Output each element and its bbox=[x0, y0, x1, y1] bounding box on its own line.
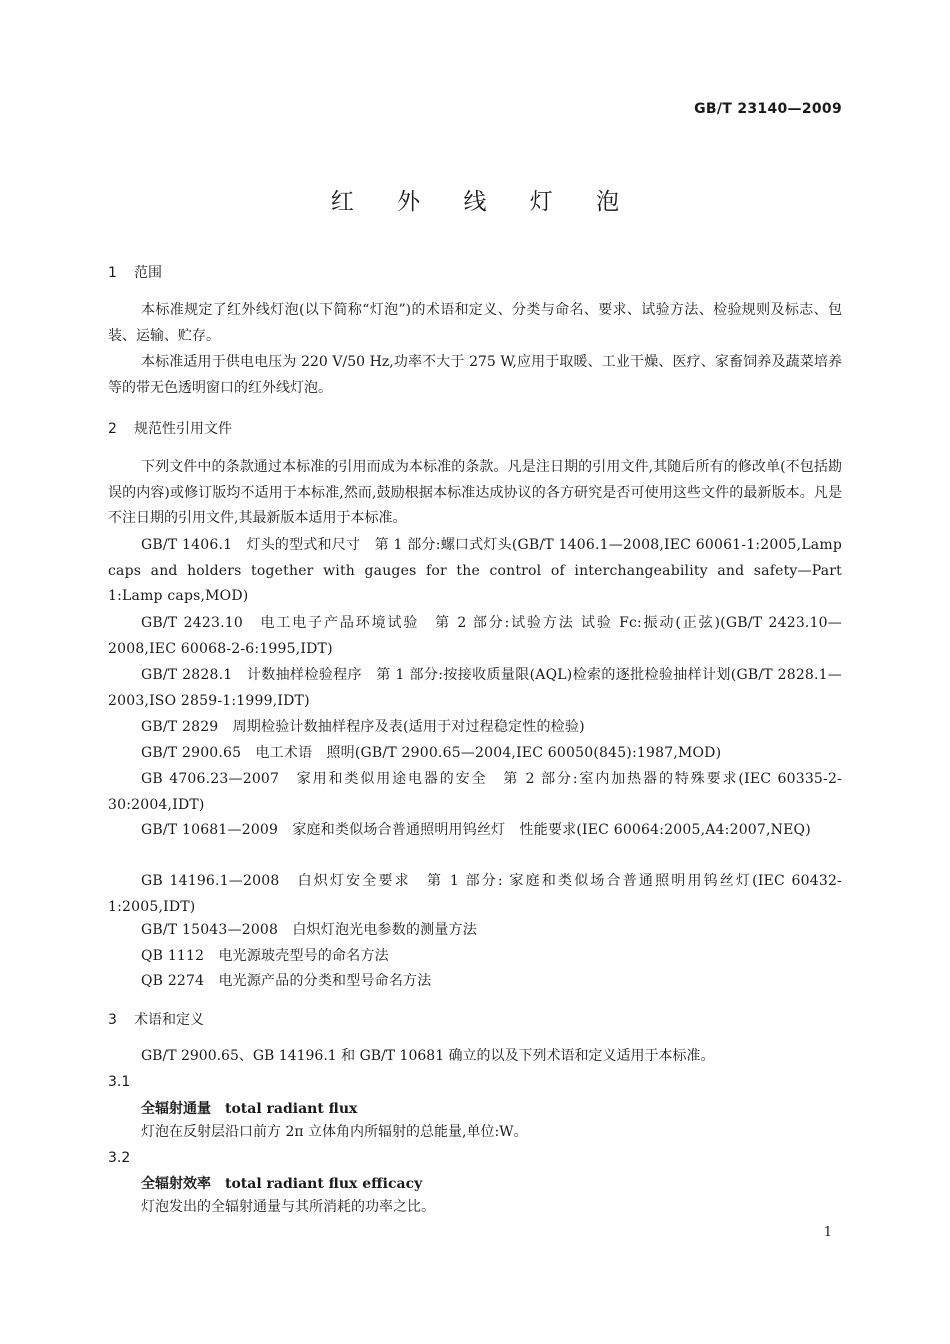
reference-item: GB/T 2900.65 电工术语 照明(GB/T 2900.65—2004,IEC 60050(845):1987,MOD) bbox=[141, 745, 722, 761]
section-number: 3 bbox=[108, 1012, 117, 1028]
page-number: 1 bbox=[823, 1225, 832, 1240]
section-heading-3 bbox=[108, 1010, 204, 1030]
reference-item: GB/T 15043—2008 白炽灯泡光电参数的测量方法 bbox=[141, 922, 477, 938]
reference-item: GB/T 2828.1 计数抽样检验程序 第 1 部分:按接收质量限(AQL)检索的逐批检验抽样计划(GB/T 2828.1—2003,ISO 2859-1:1999,IDT) bbox=[108, 667, 842, 709]
section-title: 范围 bbox=[134, 265, 162, 281]
section-title: 术语和定义 bbox=[134, 1012, 204, 1028]
term-definition: 灯泡发出的全辐射通量与其所消耗的功率之比。 bbox=[141, 1199, 435, 1215]
reference-item: GB/T 10681—2009 家庭和类似场合普通照明用钨丝灯 性能要求(IEC 60064:2005,A4:2007,NEQ) bbox=[141, 822, 811, 838]
paragraph: 下列文件中的条款通过本标准的引用而成为本标准的条款。凡是注日期的引用文件,其随后所有的修改单(不包括勘误的内容)或修订版均不适用于本标准,然而,鼓励根据本标准达成协议的各方研究是否可使用这些文件的最新版本。凡是不注日期的引用文件,其最新版本适用于本标准。 bbox=[108, 459, 842, 526]
term-number: 3.2 bbox=[108, 1150, 131, 1166]
term-definition: 灯泡在反射层沿口前方 2π 立体角内所辐射的总能量,单位:W。 bbox=[141, 1124, 528, 1140]
paragraph: GB/T 2900.65、GB 14196.1 和 GB/T 10681 确立的以及下列术语和定义适用于本标准。 bbox=[141, 1048, 715, 1064]
reference-item: GB/T 2423.10 电工电子产品环境试验 第 2 部分:试验方法 试验 Fc:振动(正弦)(GB/T 2423.10—2008,IEC 60068-2-6:1995,IDT) bbox=[108, 615, 842, 657]
term-zh: 全辐射通量 bbox=[141, 1101, 211, 1117]
section-heading-1 bbox=[108, 263, 162, 283]
term-name bbox=[141, 1098, 357, 1118]
section-number: 2 bbox=[108, 421, 117, 437]
paragraph: 本标准适用于供电电压为 220 V/50 Hz,功率不大于 275 W,应用于取暖、工业干燥、医疗、家畜饲养及蔬菜培养等的带无色透明窗口的红外线灯泡。 bbox=[108, 354, 842, 396]
section-number: 1 bbox=[108, 265, 117, 281]
section-title: 规范性引用文件 bbox=[134, 421, 232, 437]
reference-item: GB 4706.23—2007 家用和类似用途电器的安全 第 2 部分:室内加热器的特殊要求(IEC 60335-2-30:2004,IDT) bbox=[108, 771, 842, 813]
term-name bbox=[141, 1173, 422, 1193]
term-number: 3.1 bbox=[108, 1074, 131, 1090]
term-en: total radiant flux bbox=[225, 1101, 358, 1117]
section-heading-2 bbox=[108, 419, 232, 439]
term-zh: 全辐射效率 bbox=[141, 1176, 211, 1192]
reference-item: QB 1112 电光源玻壳型号的命名方法 bbox=[141, 948, 389, 964]
reference-item: GB/T 2829 周期检验计数抽样程序及表(适用于对过程稳定性的检验) bbox=[141, 719, 585, 735]
reference-item: QB 2274 电光源产品的分类和型号命名方法 bbox=[141, 973, 432, 989]
standard-code: GB/T 23140—2009 bbox=[694, 101, 842, 117]
reference-item: GB/T 1406.1 灯头的型式和尺寸 第 1 部分:螺口式灯头(GB/T 1406.1—2008,IEC 60061-1:2005,Lamp caps and holders together with gauges for the control of interchangeability and safety—Part 1:Lamp caps,MOD) bbox=[108, 537, 842, 604]
reference-item: GB 14196.1—2008 白炽灯安全要求 第 1 部分: 家庭和类似场合普通照明用钨丝灯(IEC 60432-1:2005,IDT) bbox=[108, 873, 842, 915]
term-en: total radiant flux efficacy bbox=[225, 1176, 423, 1192]
paragraph: 本标准规定了红外线灯泡(以下简称“灯泡”)的术语和定义、分类与命名、要求、试验方法、检验规则及标志、包装、运输、贮存。 bbox=[108, 302, 842, 344]
document-title: 红 外 线 灯 泡 bbox=[330, 189, 638, 215]
